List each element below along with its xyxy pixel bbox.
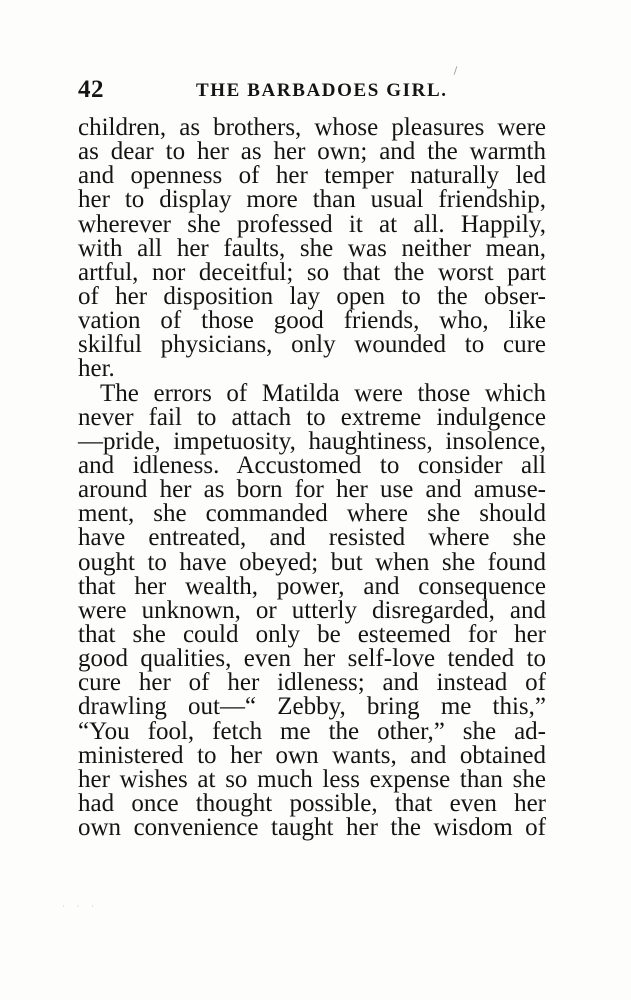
page-number: 42 <box>78 76 104 103</box>
text-line: skilful physicians, only wounded to cure <box>78 331 546 359</box>
stray-mark <box>454 66 458 75</box>
text-line: wherever she professed it at all. Happily, <box>78 210 546 238</box>
text-line: as dear to her as her own; and the warmth <box>78 138 546 166</box>
text-line: her wishes at so much less expense than she <box>78 765 546 793</box>
text-line: ministered to her own wants, and obtained <box>78 741 546 769</box>
text-line: with all her faults, she was neither mean, <box>78 234 546 262</box>
text-line: and idleness. Accustomed to consider all <box>78 451 546 479</box>
text-line: her. <box>78 355 115 383</box>
text-line: and openness of her temper naturally led <box>78 162 546 190</box>
text-line: ment, she commanded where she should <box>78 500 546 528</box>
text-line: “You fool, fetch me the other,” she ad- <box>78 717 546 745</box>
text-line: good qualities, even her self-love tended to <box>78 645 546 673</box>
text-line: of her disposition lay open to the obser- <box>78 282 546 310</box>
running-head <box>78 76 548 106</box>
text-line: The errors of Matilda were those which <box>100 379 546 407</box>
text-line: children, as brothers, whose pleasures were <box>78 114 546 141</box>
text-line: drawling out—“ Zebby, bring me this,” <box>78 693 546 721</box>
text-line: ought to have obeyed; but when she found <box>78 548 546 576</box>
text-line: her to display more than usual friendship, <box>78 186 546 214</box>
text-line: vation of those good friends, who, like <box>78 307 546 335</box>
paragraph-2 <box>78 379 546 842</box>
paragraph-1 <box>78 116 546 382</box>
body-text <box>78 116 546 840</box>
text-line: own convenience taught her the wisdom of <box>78 814 546 842</box>
text-line: have entreated, and resisted where she <box>78 524 546 552</box>
running-title: THE BARBADOES GIRL. <box>196 80 448 101</box>
text-line: that her wealth, power, and consequence <box>78 572 546 600</box>
text-line: artful, nor deceitful; so that the worst part <box>78 258 546 286</box>
text-line: cure her of her idleness; and instead of <box>78 669 546 697</box>
text-line: that she could only be esteemed for her <box>78 620 546 648</box>
paper-specks: · · · <box>62 902 99 911</box>
text-line: never fail to attach to extreme indulgence <box>78 403 546 431</box>
text-line: —pride, impetuosity, haughtiness, insolence, <box>78 427 546 455</box>
text-line: around her as born for her use and amuse- <box>78 476 546 504</box>
text-line: had once thought possible, that even her <box>78 789 546 817</box>
text-line: were unknown, or utterly disregarded, and <box>78 596 546 624</box>
